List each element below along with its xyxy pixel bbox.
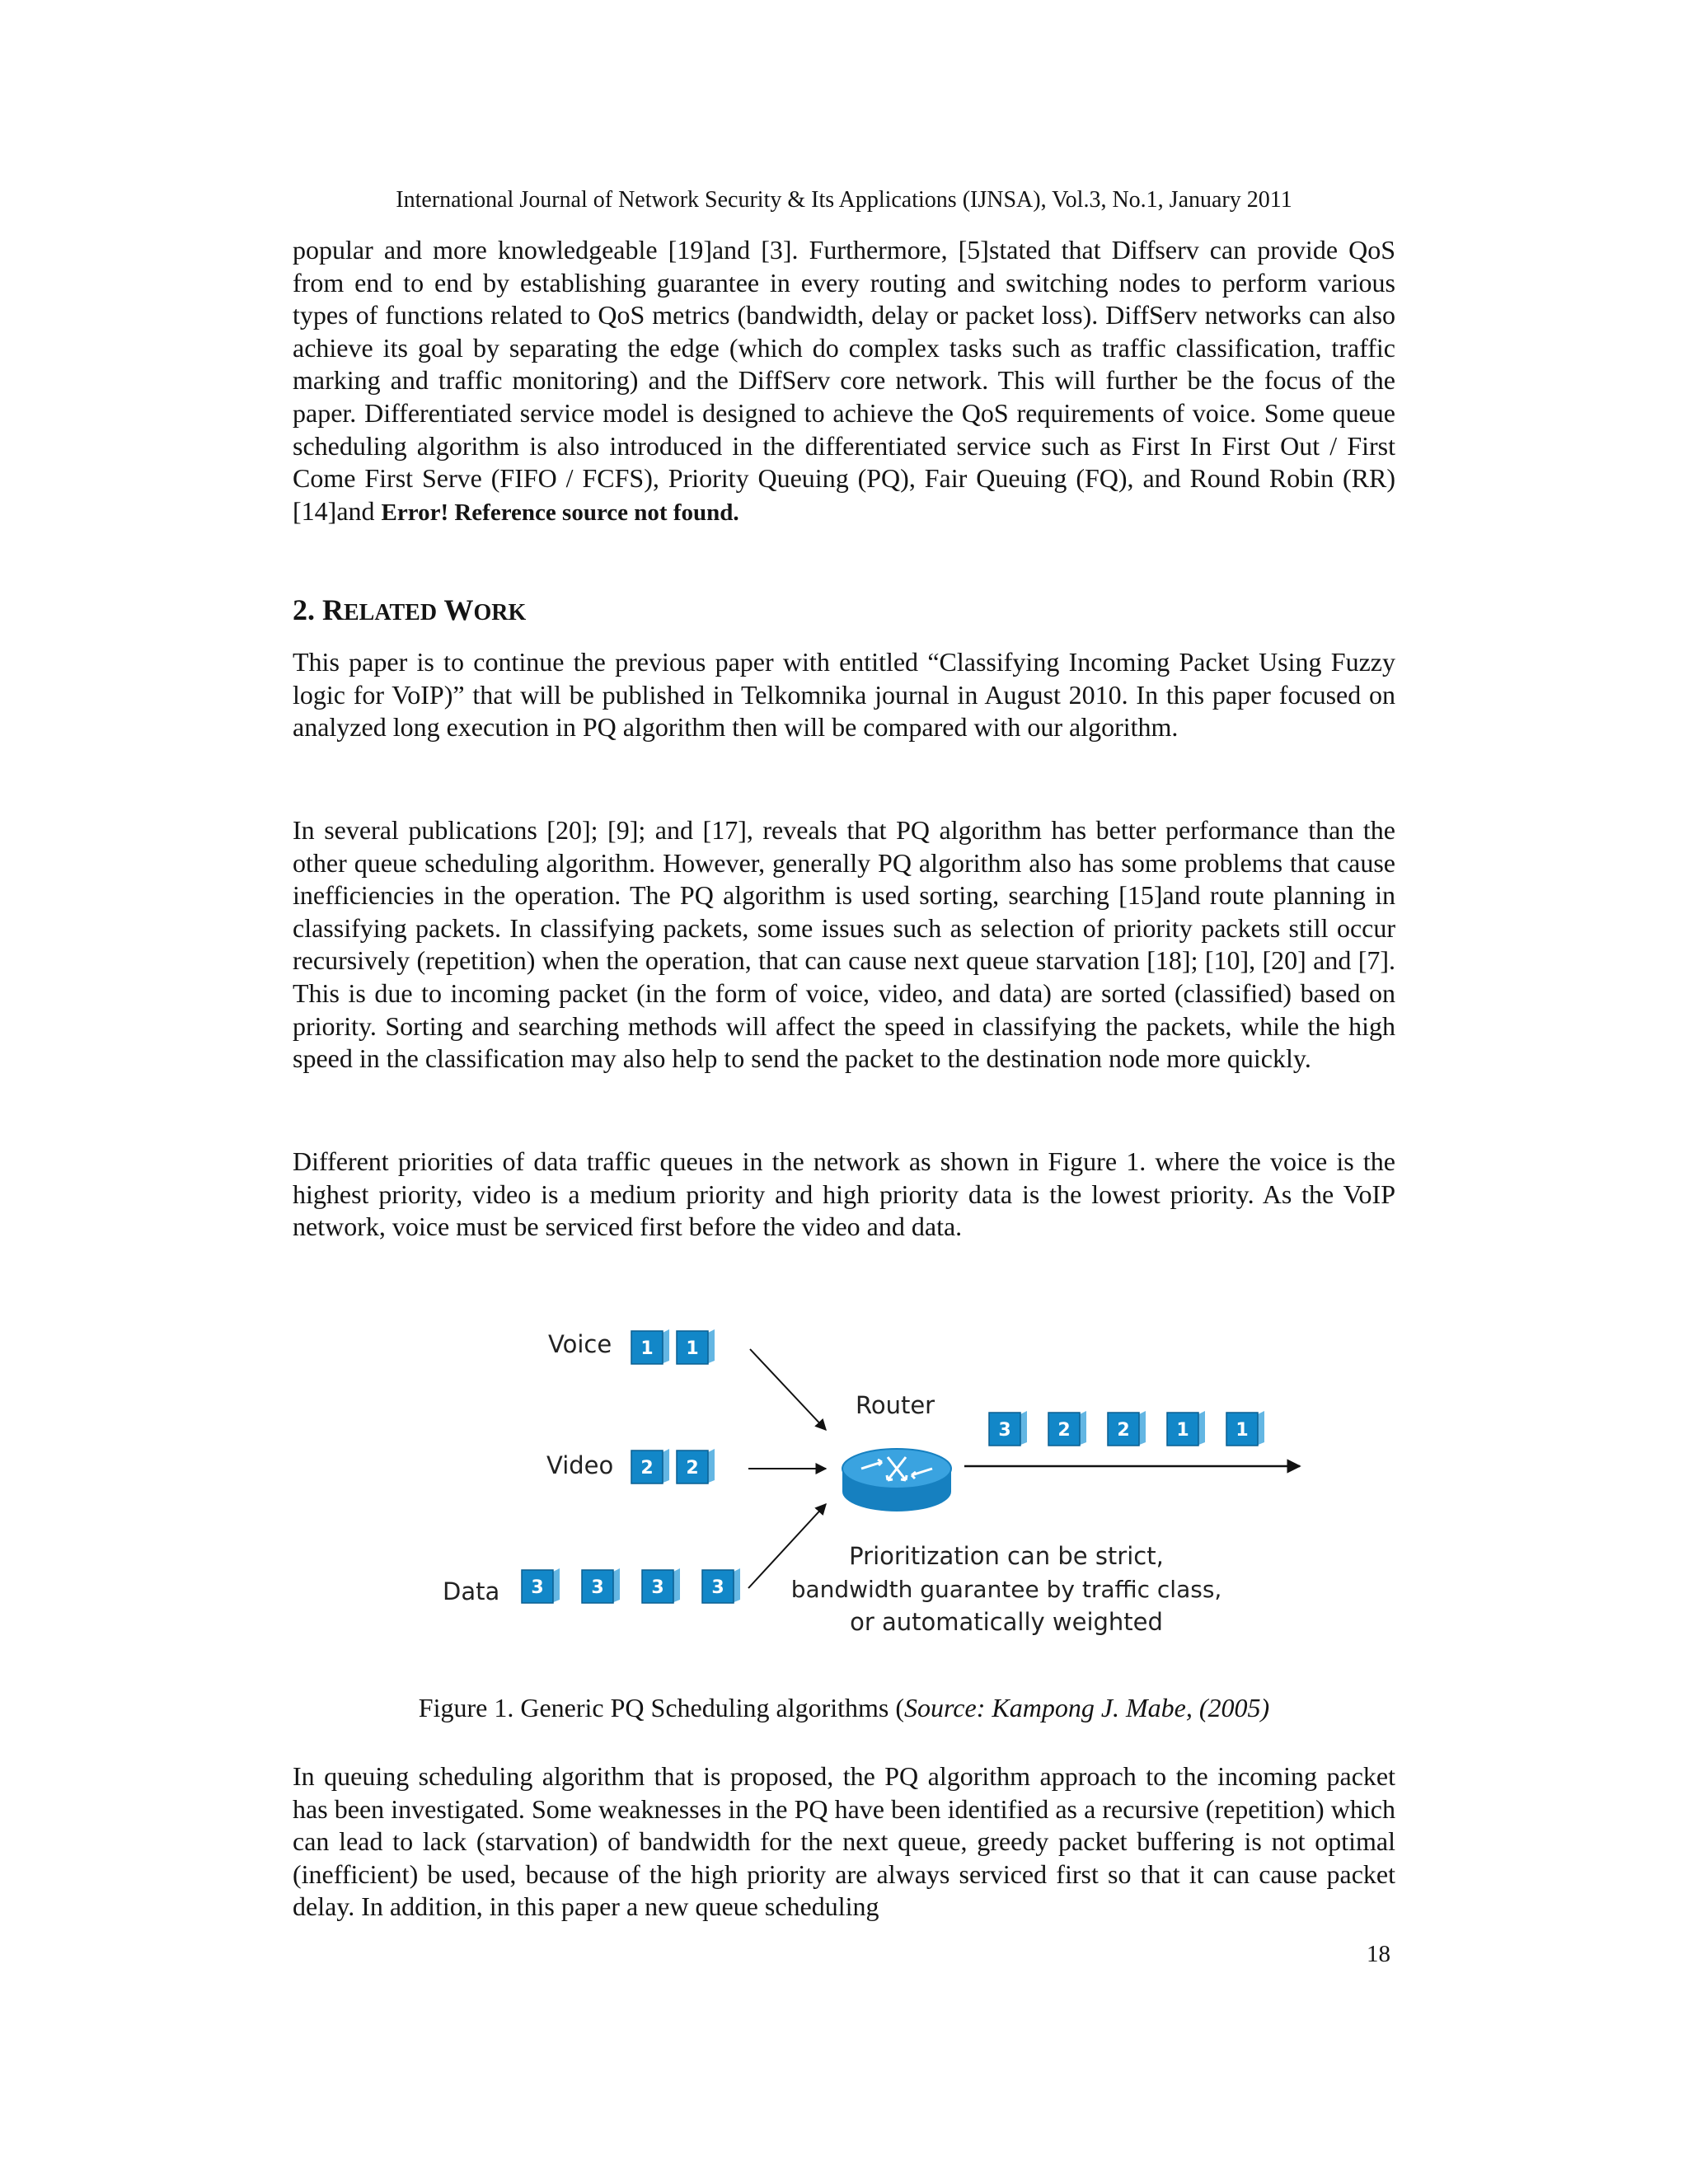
packet-box (1048, 1411, 1086, 1446)
packet-box (582, 1568, 620, 1603)
data-label: Data (443, 1577, 500, 1605)
packet-box (677, 1449, 715, 1483)
paragraph-text: This paper is to continue the previous paper with entitled “Classifying Incoming Packet Using Fuzzy logic for VoIP)” that will be published in Telkomnika journal in August 2010. In this paper focused on analyzed long execution in PQ algorithm then will be compared with our algorithm. (293, 647, 1395, 743)
paragraph-related-work-3 (293, 1146, 1395, 1244)
voice-arrow (750, 1349, 826, 1430)
packet-box (642, 1568, 680, 1603)
packet-box (1108, 1411, 1146, 1446)
packet-number: 1 (1176, 1420, 1189, 1441)
packet-box (702, 1568, 740, 1603)
video-label: Video (546, 1451, 614, 1479)
intro-paragraph (293, 234, 1395, 529)
voice-label: Voice (548, 1330, 612, 1358)
packet-number: 2 (1117, 1420, 1130, 1441)
figure-caption (0, 1691, 1688, 1724)
section-title-ork: ORK (473, 600, 527, 626)
section-title-w: W (443, 593, 474, 626)
note-line-2: bandwidth guarantee by traffic class, (790, 1576, 1222, 1603)
running-header: International Journal of Network Security & Its Applications (IJNSA), Vol.3, No.1, January 2011 (396, 187, 1292, 213)
video-queue (631, 1449, 715, 1483)
router-label: Router (856, 1391, 935, 1419)
packet-box (1167, 1411, 1205, 1446)
packet-box (522, 1568, 560, 1603)
router-icon (842, 1449, 951, 1511)
packet-box (989, 1411, 1027, 1446)
packet-number: 3 (531, 1577, 544, 1598)
packet-number: 3 (998, 1420, 1011, 1441)
caption-text: Figure 1. Generic PQ Scheduling algorithms ( (418, 1693, 905, 1722)
packet-number: 3 (711, 1577, 724, 1598)
page-number: 18 (1367, 1941, 1390, 1967)
voice-queue (631, 1329, 715, 1364)
packet-number: 1 (640, 1338, 654, 1359)
packet-number: 2 (640, 1458, 654, 1479)
reference-error-text: Error! Reference source not found. (381, 499, 739, 526)
pq-scheduling-diagram (433, 1306, 1306, 1652)
packet-number: 3 (651, 1577, 664, 1598)
intro-text: popular and more knowledgeable [19]and [3]. Furthermore, [5]stated that Diffserv can provide QoS from end to end by establishing guarantee in every routing and switching nodes to perform various types of functions related to QoS metrics (bandwidth, delay or packet loss). DiffServ networks can also achieve its goal by separating the edge (which do complex tasks such as traffic classification, traffic marking and traffic monitoring) and the DiffServ core network. This will further be the focus of the paper. Differentiated service model is designed to achieve the QoS requirements of voice. Some queue scheduling algorithm is also introduced in the differentiated service such as First In First Out / First Come First Serve (FIFO / FCFS), Priority Queuing (PQ), Fair Queuing (FQ), and Round Robin (RR) [14]and (293, 235, 1395, 526)
section-title-r: R (322, 593, 344, 626)
packet-box (677, 1329, 715, 1364)
section-number: 2. (293, 593, 315, 626)
packet-number: 1 (1236, 1420, 1249, 1441)
packet-box (631, 1329, 669, 1364)
caption-source: Source: Kampong J. Mabe, (2005) (904, 1693, 1270, 1722)
packet-number: 3 (591, 1577, 604, 1598)
output-queue (989, 1411, 1264, 1446)
packet-box (631, 1449, 669, 1483)
section-heading (293, 592, 526, 631)
note-line-3: or automatically weighted (850, 1608, 1163, 1636)
paragraph-after-figure (293, 1760, 1395, 1924)
paragraph-text: In several publications [20]; [9]; and [17], reveals that PQ algorithm has better performance than the other queue scheduling algorithm. However, generally PQ algorithm also has some problems that cause inefficiencies in the operation. The PQ algorithm is used sorting, searching [15]and route planning in classifying packets. In classifying packets, some issues such as selection of priority packets still occur recursively (repetition) when the operation, that can cause next queue starvation [18]; [10], [20] and [7]. This is due to incoming packet (in the form of voice, video, and data) are sorted (classified) based on priority. Sorting and searching methods will affect the speed in classifying the packets, while the high speed in the classification may also help to send the packet to the destination node more quickly. (293, 815, 1395, 1074)
section-title-elated: ELATED (344, 600, 438, 626)
packet-number: 2 (686, 1458, 699, 1479)
paragraph-text: In queuing scheduling algorithm that is proposed, the PQ algorithm approach to the incoming packet has been investigated. Some weaknesses in the PQ have been identified as a recursive (repetition) which can lead to lack (starvation) of bandwidth for the next queue, greedy packet buffering is not optimal (inefficient) be used, because of the high priority are always serviced first so that it can cause packet delay. In addition, in this paper a new queue scheduling (293, 1761, 1395, 1922)
packet-number: 1 (686, 1338, 699, 1359)
paragraph-related-work-2 (293, 814, 1395, 1076)
paragraph-text: Different priorities of data traffic queues in the network as shown in Figure 1. where the voice is the highest priority, video is a medium priority and high priority data is the lowest priority. As the VoIP network, voice must be serviced first before the video and data. (293, 1146, 1395, 1242)
packet-number: 2 (1057, 1420, 1071, 1441)
data-queue (522, 1568, 740, 1603)
note-line-1: Prioritization can be strict, (849, 1542, 1164, 1570)
packet-box (1226, 1411, 1264, 1446)
paragraph-related-work-1 (293, 646, 1395, 744)
